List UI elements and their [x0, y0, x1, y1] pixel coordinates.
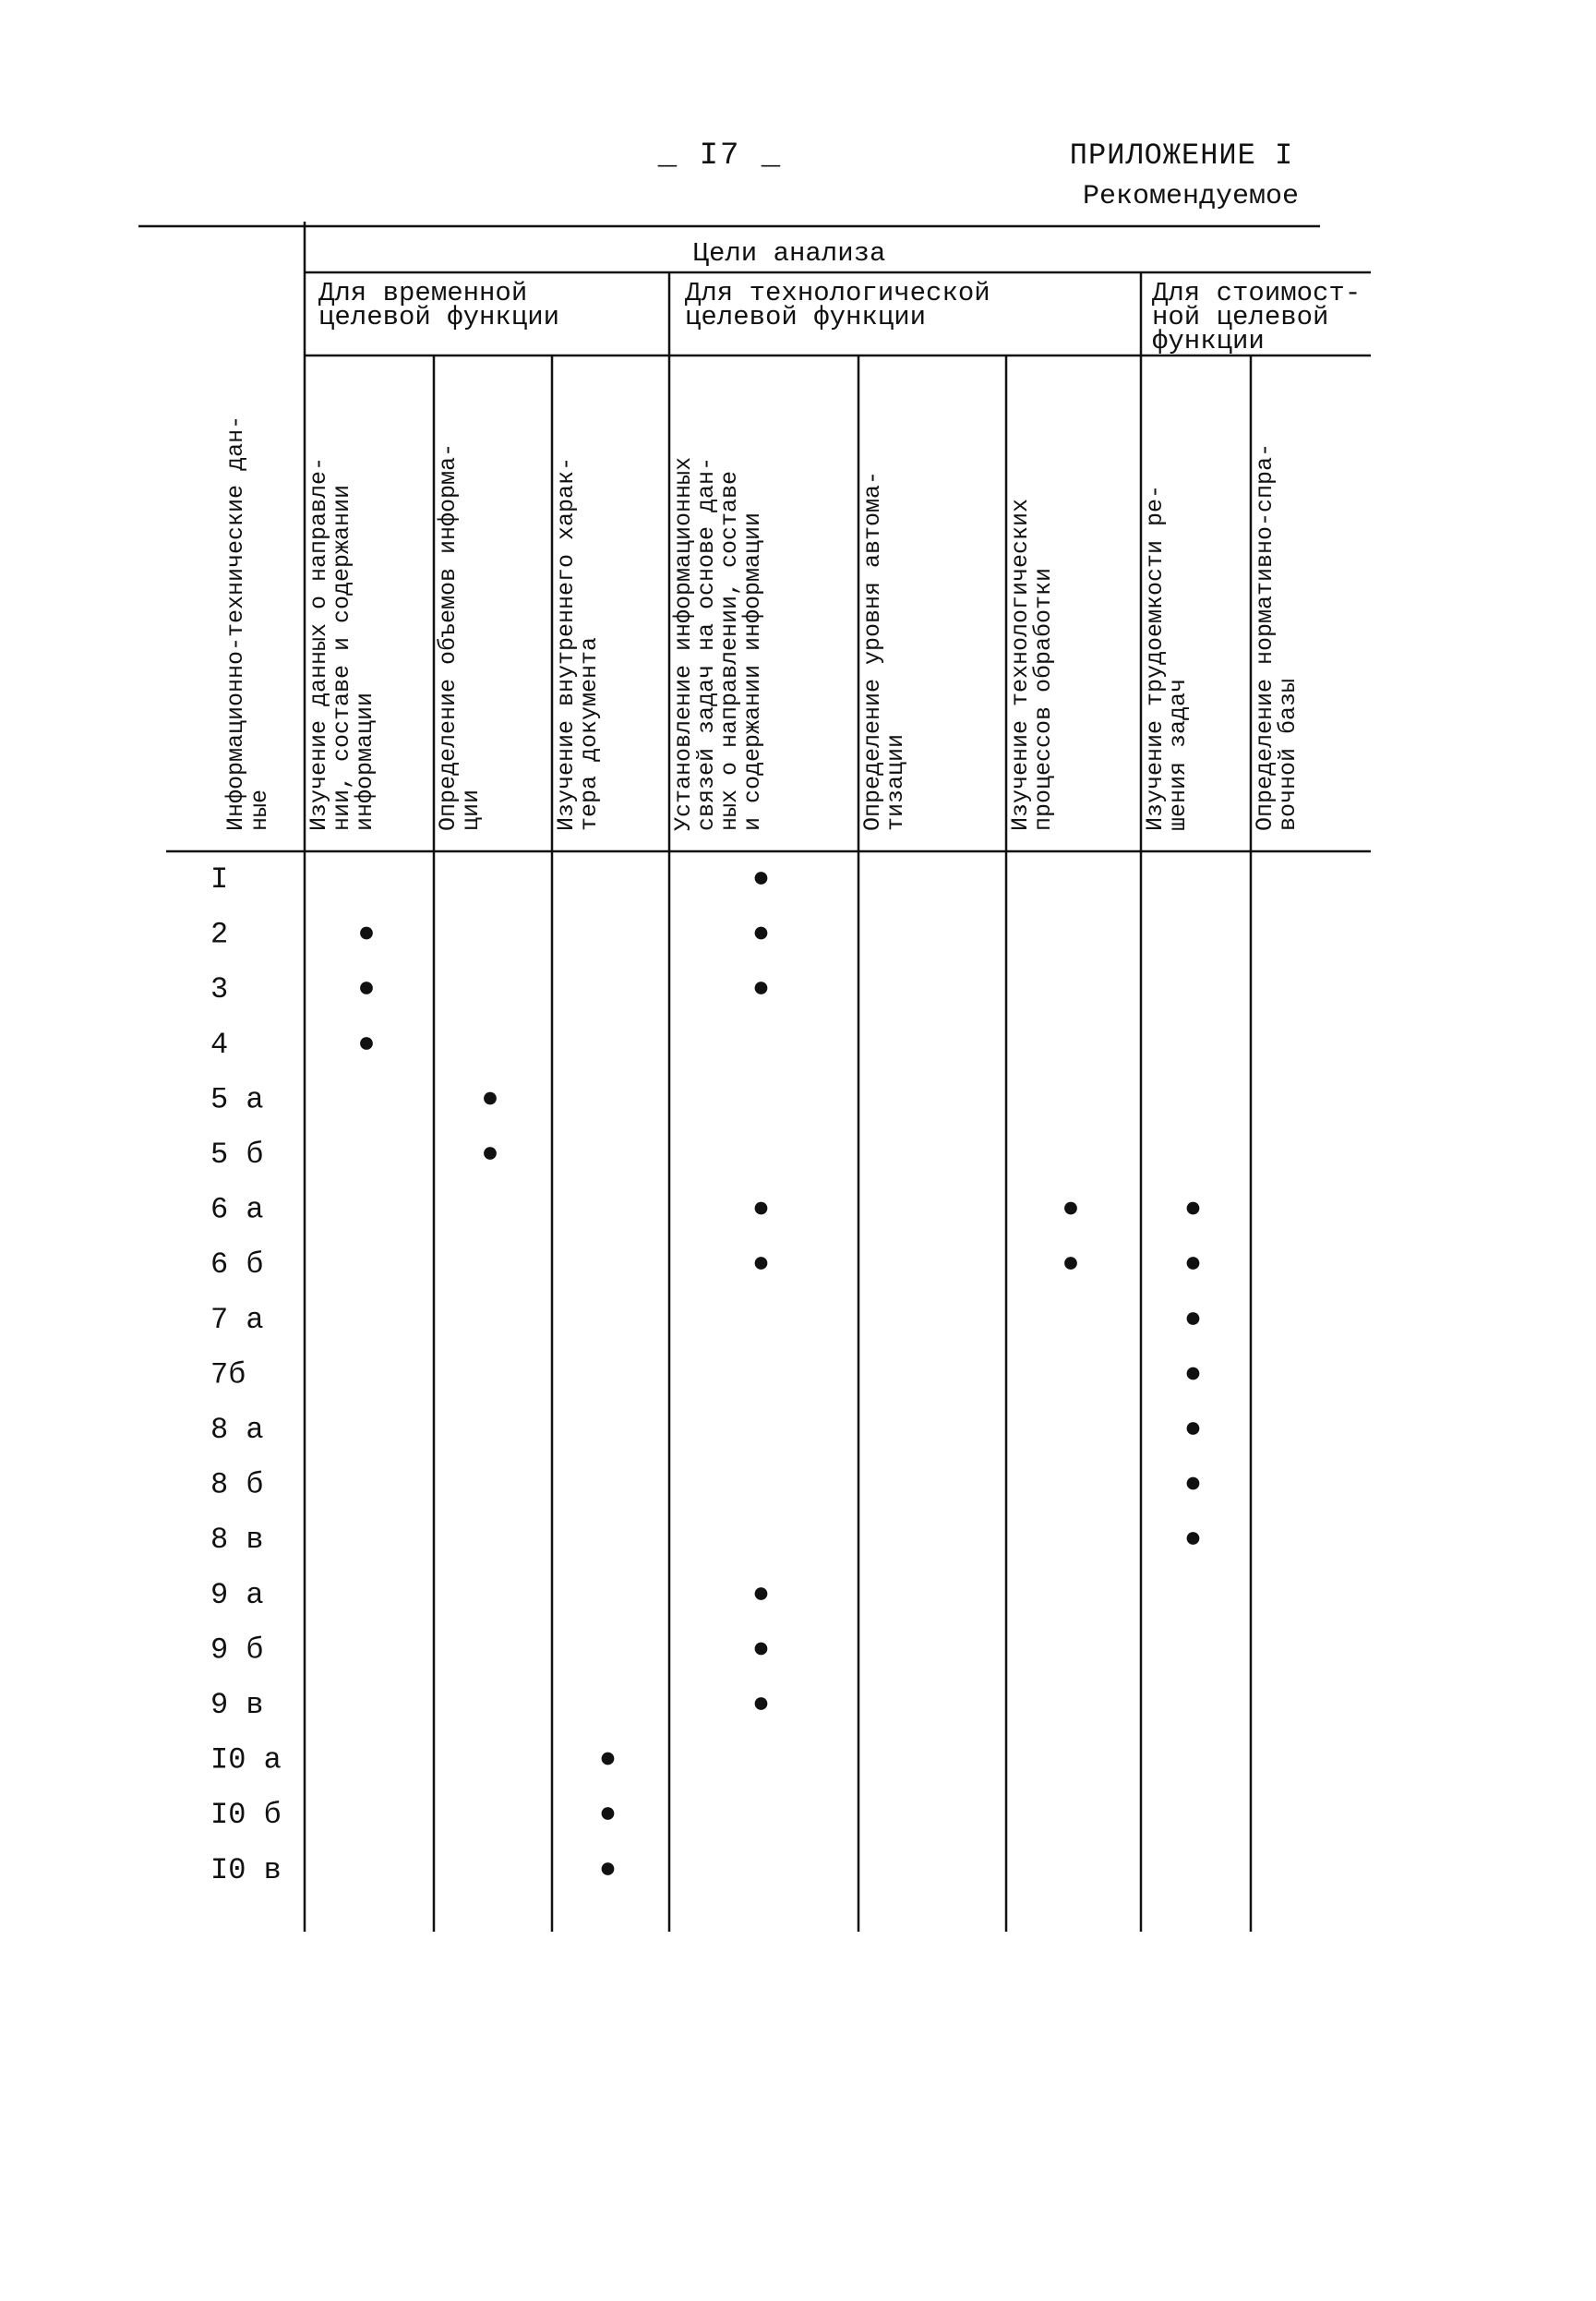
column-header-line: информации	[352, 692, 378, 831]
goal-group-label: целевой функции	[685, 302, 927, 332]
table-mark: ●	[1183, 1356, 1203, 1391]
page-number: _ I7 _	[657, 139, 783, 174]
table-mark: ●	[751, 1576, 771, 1611]
table-mark: ●	[1183, 1466, 1203, 1501]
column-header-line: связей задач на основе дан-	[693, 456, 720, 831]
goal-groups	[318, 278, 1361, 356]
table-mark: ●	[598, 1741, 618, 1777]
row-label: 7 а	[210, 1302, 264, 1337]
row-label: 9 а	[210, 1577, 264, 1612]
row-label: 8 а	[210, 1413, 264, 1447]
column-header-line: Изучение данных о направле-	[306, 456, 332, 831]
row-label: 5 а	[210, 1082, 264, 1117]
row-label: 6 а	[210, 1192, 264, 1227]
table-mark: ●	[1183, 1522, 1203, 1557]
appendix-title: ПРИЛОЖЕНИЕ I	[1069, 139, 1294, 173]
column-header-line: Определение уровня автома-	[859, 470, 886, 831]
goals-title: Цели анализа	[692, 238, 886, 269]
row-labels	[210, 862, 282, 1887]
column-header-line: и содержании информации	[739, 512, 766, 831]
table-mark: ●	[1183, 1301, 1203, 1336]
column-header-line: ции	[458, 789, 485, 831]
table-mark: ●	[481, 1137, 499, 1171]
row-header	[222, 416, 273, 831]
column-header-line: вочной базы	[1275, 678, 1302, 831]
column-header-line: Определение объемов информа-	[435, 442, 462, 831]
table-mark: ●	[1183, 1412, 1203, 1446]
column-header-line: Изучение трудоемкости ре-	[1142, 484, 1169, 831]
table-mark: ●	[751, 1191, 771, 1226]
table-mark: ●	[1062, 1191, 1080, 1226]
row-label: 8 б	[210, 1467, 264, 1502]
row-label: I0 в	[210, 1852, 282, 1887]
row-label: 9 в	[210, 1688, 264, 1722]
row-label: 7б	[210, 1357, 246, 1392]
row-label: 4	[210, 1027, 229, 1062]
column-header-line: шения задач	[1165, 678, 1192, 831]
row-header-line: Информационно-технические дан-	[222, 415, 249, 831]
row-label: 8 в	[210, 1523, 264, 1558]
row-label: 6 б	[210, 1247, 264, 1283]
goal-group-label: Для временной	[318, 278, 528, 308]
table-mark: ●	[357, 971, 376, 1006]
row-label: 5 б	[210, 1138, 264, 1172]
row-header-line: ные	[246, 789, 273, 831]
table-mark: ●	[357, 1026, 376, 1061]
table-mark: ●	[481, 1081, 499, 1116]
goal-group-label: Для стоимост-	[1152, 278, 1362, 308]
table-mark: ●	[1183, 1247, 1203, 1282]
column-header-line: Изучение внутреннего харак-	[553, 456, 580, 831]
column-header-line: Установление информационных	[670, 456, 697, 831]
column-headers	[306, 443, 1302, 831]
row-label: 3	[210, 972, 229, 1007]
table-mark: ●	[751, 861, 771, 896]
row-label: I	[210, 862, 229, 897]
goal-group-label: ной целевой	[1152, 302, 1329, 332]
column-header-line: ных о направлении, составе	[716, 470, 743, 831]
goal-group-label: Для технологической	[685, 278, 990, 308]
table-mark: ●	[751, 1687, 771, 1721]
table-mark: ●	[751, 1632, 771, 1667]
column-header-line: Определение нормативно-спра-	[1252, 442, 1278, 831]
row-label: 2	[210, 917, 229, 952]
table-mark: ●	[751, 971, 771, 1006]
goal-group-label: функции	[1152, 326, 1265, 356]
table-mark: ●	[357, 916, 376, 951]
table-mark: ●	[1183, 1191, 1203, 1226]
column-header-line: Изучение технологических	[1007, 498, 1034, 831]
row-label: I0 б	[210, 1798, 282, 1833]
table-mark: ●	[598, 1797, 618, 1832]
table-mark: ●	[751, 1247, 771, 1282]
column-header-line: тизации	[882, 733, 909, 831]
table-mark: ●	[598, 1851, 618, 1886]
row-label: 9 б	[210, 1632, 264, 1668]
table-marks	[357, 861, 1202, 1886]
row-label: I0 а	[210, 1742, 282, 1777]
goal-group-label: целевой функции	[318, 302, 560, 332]
table-mark: ●	[751, 916, 771, 951]
column-header-line: тера документа	[576, 636, 603, 831]
column-header-line: нии, составе и содержании	[329, 484, 355, 831]
appendix-note: Рекомендуемое	[1082, 181, 1300, 212]
table-mark: ●	[1062, 1247, 1080, 1282]
column-header-line: процессов обработки	[1030, 567, 1057, 831]
